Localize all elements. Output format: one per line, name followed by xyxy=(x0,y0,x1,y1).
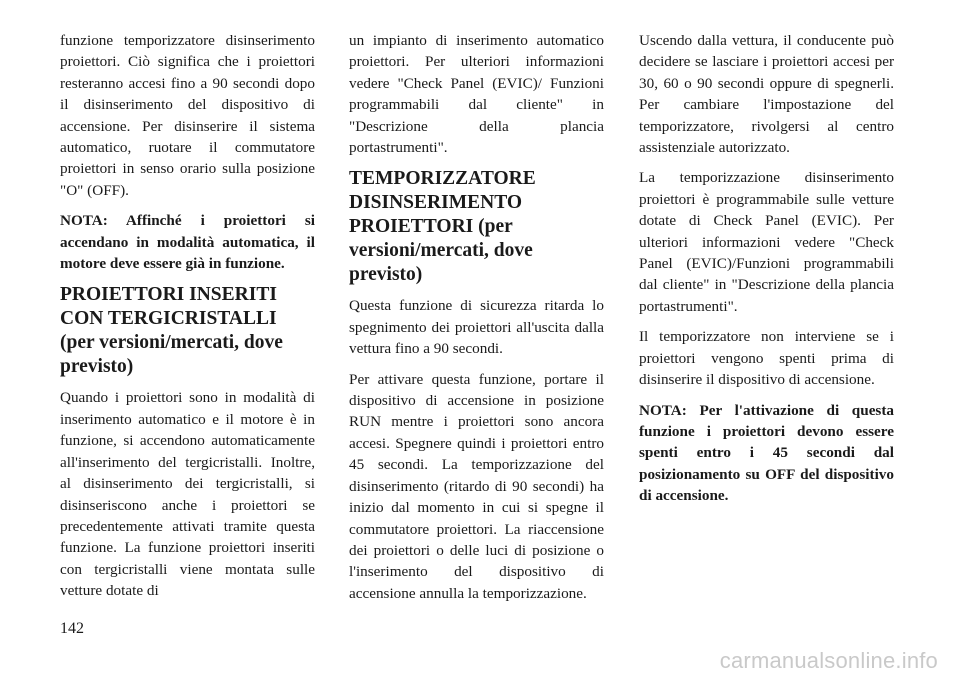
paragraph: Questa funzione di sicurezza ritarda lo spegnimento dei proiettori all'uscita dalla vettura fino a 90 secondi. xyxy=(349,297,604,358)
paragraph: un impianto di inserimento automatico proiettori. Per ulteriori informazioni vedere "Check Panel (EVIC)/ Funzioni programmabili dal cliente" in "Descrizione della plancia portastrumenti". xyxy=(349,32,604,157)
note: NOTA: Affinché i proiettori si accendano in modalità automatica, il motore deve essere già in funzione. xyxy=(60,212,315,273)
paragraph: Per attivare questa funzione, portare il dispositivo di accensione in posizione RUN mentre i proiettori sono ancora accesi. Spegnere quindi i proiettori entro 45 secondi. La temporizzazione del disinserimento (ritardo di 90 secondi) ha inizio dal momento in cui si spegne il commutatore proiettori. La riaccensione dei proiettori o delle luci di posizione o l'inserimento del dispositivo di accensione annulla la temporizzazione. xyxy=(349,370,604,602)
paragraph: funzione temporizzatore disinserimento proiettori. Ciò significa che i proiettori resteranno accesi fino a 90 secondi dopo il disinserimento del dispositivo di accensione. Per disinserire il sistema automatico, ruotare il commutatore proiettori in senso orario sulla posizione "O" (OFF). xyxy=(60,32,315,199)
paragraph: Quando i proiettori sono in modalità di inserimento automatico e il motore è in funzione, si accendono automaticamente all'inserimento del tergicristalli. Inoltre, al disinserimento dei tergicristalli, si disinseriscono anche i proiettori se precedentemente attivati tramite questa funzione. La funzione proiettori inseriti con tergicristalli viene montata sulle vetture dotate di xyxy=(60,389,315,600)
paragraph: La temporizzazione disinserimento proiettori è programmabile sulle vetture dotate di Check Panel (EVIC). Per ulteriori informazioni vedere "Check Panel (EVIC)/Funzioni programmabili dal cliente" in "Descrizione della plancia portastrumenti". xyxy=(639,169,894,315)
note: NOTA: Per l'attivazione di questa funzione i proiettori devono essere spenti entro i 45 secondi dal posizionamento su OFF del dispositivo di accensione. xyxy=(639,401,894,505)
text-column-3 xyxy=(639,30,894,516)
paragraph: Il temporizzatore non interviene se i proiettori vengono spenti prima di disinserire il dispositivo di accensione. xyxy=(639,328,894,389)
text-column-2 xyxy=(349,30,604,613)
page-number: 142 xyxy=(60,620,84,637)
text-column-1 xyxy=(60,30,315,611)
paragraph: Uscendo dalla vettura, il conducente può decidere se lasciare i proiettori accesi per 30, 60 o 90 secondi oppure di spegnerli. Per cambiare l'impostazione del temporizzatore, rivolgersi al centro assistenziale autorizzato. xyxy=(639,32,894,157)
section-heading: TEMPORIZZATORE DISINSERIMENTO PROIETTORI (per versioni/mercati, dove previsto) xyxy=(349,168,536,286)
watermark: carmanualsonline.info xyxy=(719,648,938,673)
section-heading: PROIETTORI INSERITI CON TERGICRISTALLI (per versioni/mercati, dove previsto) xyxy=(60,284,283,378)
